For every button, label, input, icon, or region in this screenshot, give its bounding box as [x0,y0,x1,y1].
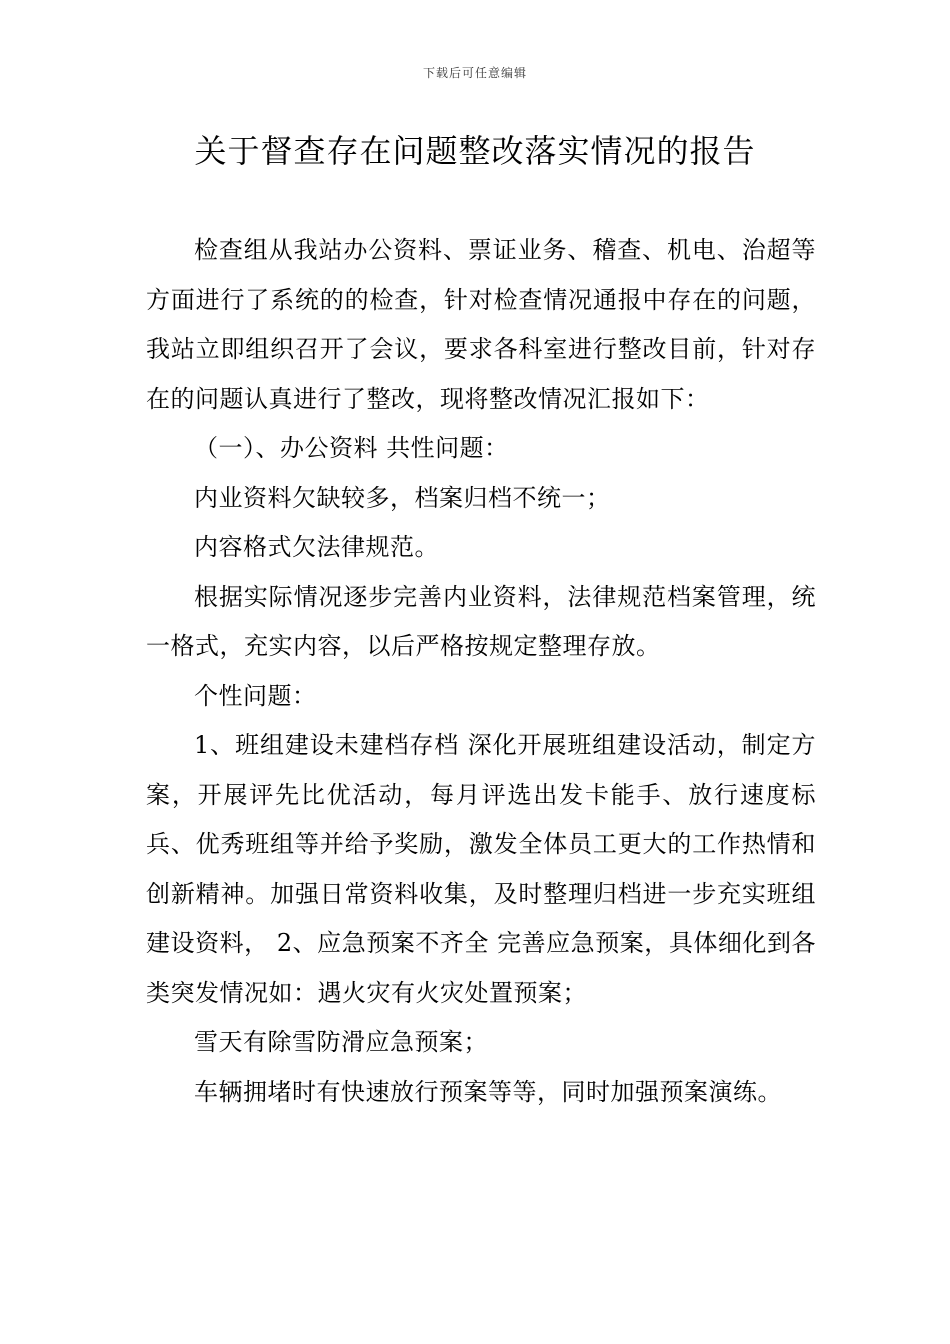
paragraph-individual-items: 1、班组建设未建档存档 深化开展班组建设活动，制定方案，开展评先比优活动，每月评选出发卡能手、放行速度标兵、优秀班组等并给予奖励，激发全体员工更大的工作热情和创新精神。加强日常资料收集，及时整理归档进一步充实班组建设资料， 2、应急预案不齐全 完善应急预案，具体细化到各类突发情况如：遇火灾有火灾处置预案； [146,731,816,1007]
paragraph-measures: 根据实际情况逐步完善内业资料，法律规范档案管理，统一格式，充实内容，以后严格按规定整理存放。 [146,582,816,660]
paragraph-issue-1: 内业资料欠缺较多，档案归档不统一； [194,483,611,512]
paragraph-traffic-plan: 车辆拥堵时有快速放行预案等等，同时加强预案演练。 [194,1077,782,1106]
page-header-note: 下载后可任意编辑 [422,66,527,80]
paragraph-issue-2: 内容格式欠法律规范。 [194,533,439,561]
paragraph-snow-plan: 雪天有除雪防滑应急预案； [194,1028,488,1056]
document-title: 关于督查存在问题整改落实情况的报告 [194,132,756,170]
paragraph-intro: 检查组从我站办公资料、票证业务、稽查、机电、治超等方面进行了系统的的检查，针对检查情况通报中存在的问题，我站立即组织召开了会议，要求各科室进行整改目前，针对存在的问题认真进行了整改，现将整改情况汇报如下： [146,236,816,413]
paragraph-individual-heading: 个性问题： [194,681,317,710]
paragraph-section-heading: （一）、办公资料 共性问题： [194,434,509,462]
document-body [146,226,816,1117]
